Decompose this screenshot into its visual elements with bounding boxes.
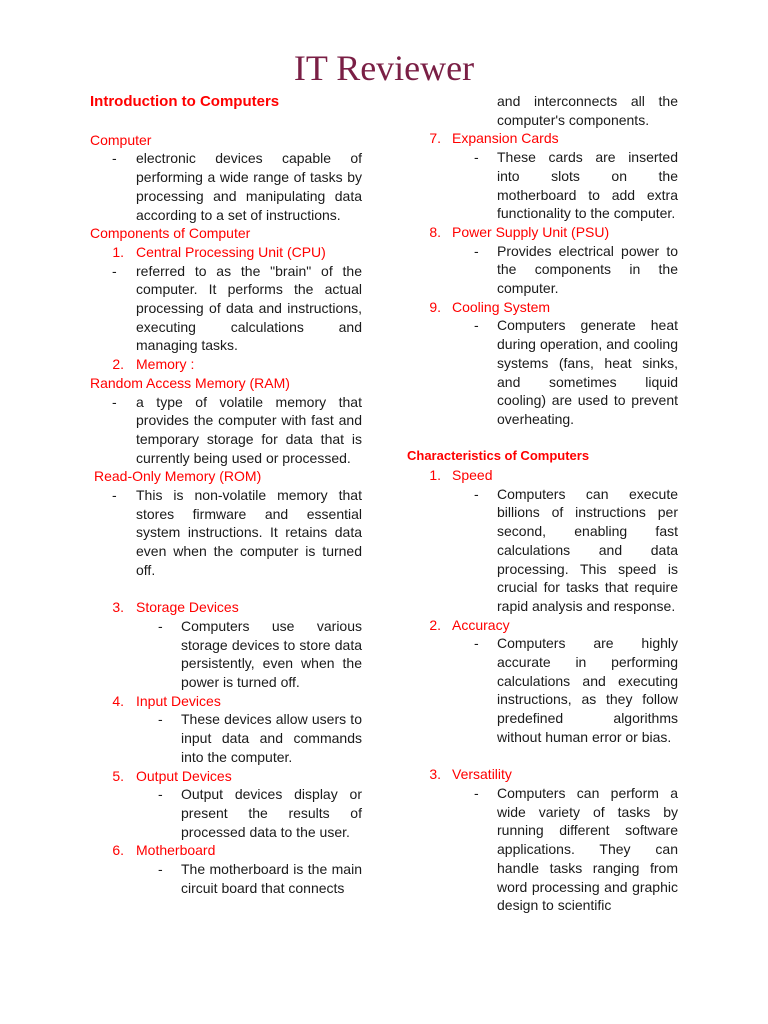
storage-desc: Computers use various storage devices to store data persistently, even when the power is turned off. bbox=[181, 617, 362, 691]
dash: - bbox=[158, 861, 163, 878]
expansion-desc-item bbox=[407, 148, 678, 223]
computer-def: electronic devices capable of performing a wide range of tasks by processing and manipulating data according to a set of instructions. bbox=[136, 150, 362, 223]
item-number: 3. bbox=[112, 599, 124, 616]
page-title: IT Reviewer bbox=[293, 48, 475, 88]
ram-label: Random Access Memory (RAM) bbox=[90, 374, 290, 391]
item-number: 2. bbox=[112, 356, 124, 373]
accuracy-item bbox=[407, 616, 678, 635]
motherboard-desc-item bbox=[90, 860, 362, 897]
speed-label: Speed bbox=[452, 467, 493, 484]
cooling-label: Cooling System bbox=[452, 298, 551, 315]
psu-desc-item bbox=[407, 242, 678, 298]
motherboard-label: Motherboard bbox=[136, 842, 216, 859]
speed-desc: Computers can execute billions of instructions per second, enabling fast calculations and data processing. This speed is crucial for tasks that require rapid analysis and response. bbox=[497, 485, 678, 614]
storage-desc-item bbox=[90, 617, 362, 692]
item-number: 4. bbox=[112, 692, 124, 709]
dash: - bbox=[112, 150, 117, 167]
input-item bbox=[90, 692, 362, 711]
storage-item bbox=[90, 598, 362, 617]
cooling-item bbox=[407, 298, 678, 317]
psu-desc: Provides electrical power to the components in the computer. bbox=[497, 242, 678, 297]
storage-label: Storage Devices bbox=[136, 599, 239, 616]
dash: - bbox=[474, 242, 479, 259]
components-label: Components of Computer bbox=[90, 225, 251, 242]
cooling-desc: Computers generate heat during operation, and cooling systems (fans, heat sinks, and sometimes liquid cooling) are used to prevent overheating. bbox=[497, 317, 678, 427]
dash: - bbox=[474, 149, 479, 166]
output-item bbox=[90, 767, 362, 786]
item-number: 5. bbox=[112, 767, 124, 784]
input-label: Input Devices bbox=[136, 692, 221, 709]
intro-heading: Introduction to Computers bbox=[90, 93, 280, 110]
cpu-item bbox=[90, 243, 362, 262]
item-number: 2. bbox=[429, 616, 441, 633]
versatility-item bbox=[407, 765, 678, 784]
cpu-desc: referred to as the "brain" of the computer. It performs the actual processing of data and instructions, executing calculations and managing tasks. bbox=[136, 262, 362, 354]
accuracy-desc-item bbox=[407, 634, 678, 746]
dash: - bbox=[112, 262, 117, 279]
computer-label: Computer bbox=[90, 131, 152, 148]
speed-desc-item bbox=[407, 485, 678, 616]
versatility-desc-item bbox=[407, 784, 678, 915]
item-number: 1. bbox=[112, 243, 124, 260]
characteristics-heading: Characteristics of Computers bbox=[407, 448, 590, 464]
psu-item bbox=[407, 223, 678, 242]
rom-desc: This is non-volatile memory that stores firmware and essential system instructions. It retains data even when the computer is turned off. bbox=[136, 487, 362, 578]
psu-label: Power Supply Unit (PSU) bbox=[452, 223, 610, 240]
item-number: 9. bbox=[429, 298, 441, 315]
expansion-label: Expansion Cards bbox=[452, 130, 559, 147]
dash: - bbox=[158, 617, 163, 634]
left-column bbox=[90, 92, 362, 898]
input-desc-item bbox=[90, 710, 362, 766]
item-number: 7. bbox=[429, 130, 441, 147]
output-desc-item bbox=[90, 785, 362, 841]
motherboard-desc: The motherboard is the main circuit board that connects bbox=[181, 861, 362, 896]
dash: - bbox=[474, 784, 479, 801]
cpu-label: Central Processing Unit (CPU) bbox=[136, 243, 326, 260]
computer-def-item bbox=[90, 149, 362, 224]
item-number: 1. bbox=[429, 467, 441, 484]
item-number: 6. bbox=[112, 842, 124, 859]
item-number: 3. bbox=[429, 766, 441, 783]
dash: - bbox=[474, 485, 479, 502]
versatility-desc: Computers can perform a wide variety of tasks by running different software applications. They can handle tasks ranging from word processing and graphic design to scientific bbox=[497, 784, 678, 914]
accuracy-label: Accuracy bbox=[452, 616, 510, 633]
accuracy-desc: Computers are highly accurate in performing calculations and executing instructions, as they follow predefined algorithms without human error or bias. bbox=[497, 635, 678, 745]
item-number: 8. bbox=[429, 223, 441, 240]
output-label: Output Devices bbox=[136, 767, 232, 784]
dash: - bbox=[158, 711, 163, 728]
motherboard-desc-continued: and interconnects all the computer's components. bbox=[497, 93, 678, 128]
dash: - bbox=[112, 393, 117, 410]
versatility-label: Versatility bbox=[452, 766, 512, 783]
cooling-desc-item bbox=[407, 316, 678, 428]
dash: - bbox=[474, 635, 479, 652]
output-desc: Output devices display or present the results of processed data to the user. bbox=[181, 786, 362, 840]
motherboard-item bbox=[90, 841, 362, 860]
right-column bbox=[407, 92, 678, 915]
dash: - bbox=[158, 786, 163, 803]
speed-item bbox=[407, 466, 678, 485]
expansion-desc: These cards are inserted into slots on the motherboard to add extra functionality to the computer. bbox=[497, 149, 678, 222]
dash: - bbox=[112, 487, 117, 504]
expansion-item bbox=[407, 129, 678, 148]
ram-desc: a type of volatile memory that provides the computer with fast and temporary storage for data that is currently being used or processed. bbox=[136, 393, 362, 466]
rom-label: Read-Only Memory (ROM) bbox=[94, 468, 262, 485]
memory-label: Memory : bbox=[136, 356, 195, 373]
memory-item bbox=[90, 355, 362, 374]
dash: - bbox=[474, 317, 479, 334]
ram-desc-item bbox=[90, 393, 362, 468]
rom-desc-item bbox=[90, 486, 362, 580]
cpu-desc-item bbox=[90, 262, 362, 356]
input-desc: These devices allow users to input data and commands into the computer. bbox=[181, 711, 362, 765]
